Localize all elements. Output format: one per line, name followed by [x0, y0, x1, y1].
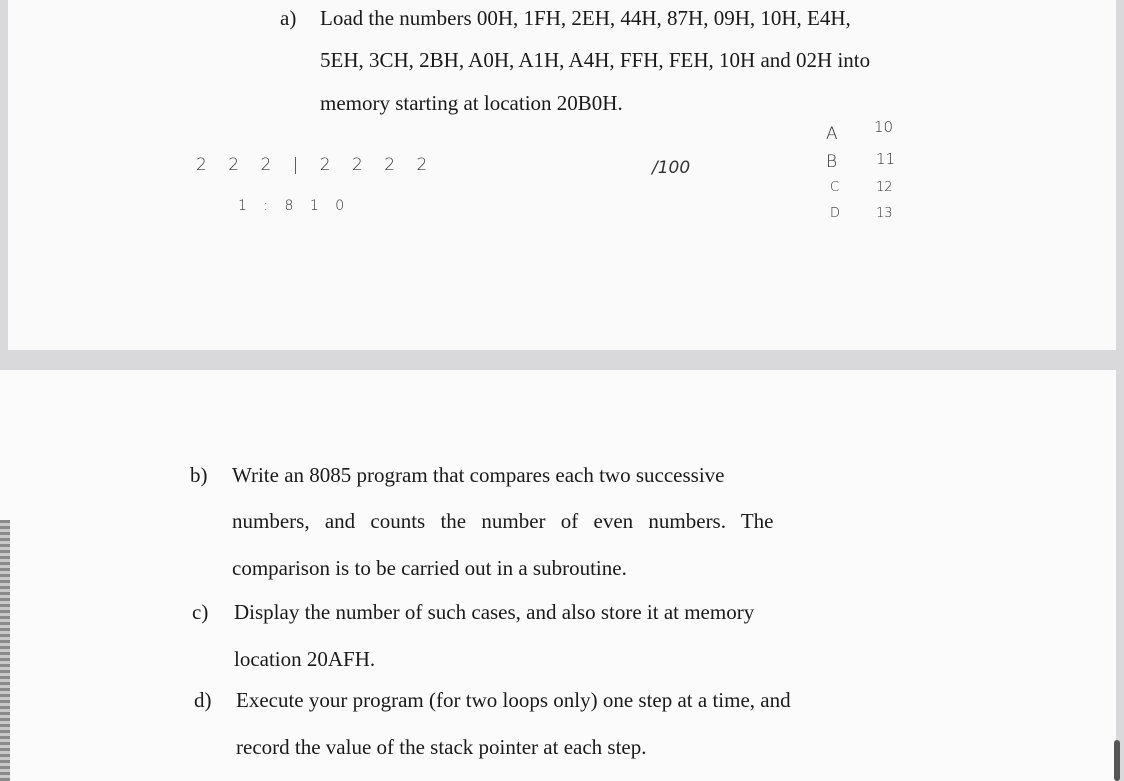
- part-b-line-3: comparison is to be carried out in a subroutine.: [232, 556, 627, 580]
- part-d-label: d): [194, 688, 212, 712]
- page-top: [8, 0, 1116, 350]
- register-b-value: 11: [876, 150, 896, 168]
- part-c-line-2: location 20AFH.: [234, 647, 376, 671]
- handwritten-row-2: 1 : 8 1 0: [238, 198, 351, 214]
- page-bottom: [0, 370, 1116, 781]
- part-b-line-1: Write an 8085 program that compares each two successive: [232, 463, 725, 487]
- part-d-line-1: Execute your program (for two loops only) one step at a time, and: [236, 688, 791, 712]
- part-c-label: c): [192, 600, 209, 624]
- part-b-line-2: numbers, and counts the number of even numbers. The: [232, 509, 774, 533]
- part-c-line-1: Display the number of such cases, and also store it at memory: [234, 600, 755, 624]
- handwritten-row-1: 2 2 2 | 2 2 2 2: [196, 155, 436, 175]
- register-d-name: D: [830, 206, 841, 221]
- handwritten-note: /100: [652, 158, 691, 178]
- register-a-name: A: [826, 124, 838, 144]
- scrollbar[interactable]: [1114, 740, 1120, 781]
- part-a-label: a): [280, 6, 297, 30]
- part-b-label: b): [190, 463, 208, 487]
- register-d-value: 13: [876, 206, 893, 221]
- register-b-name: B: [826, 152, 838, 172]
- part-a-line-3: memory starting at location 20B0H.: [320, 91, 623, 115]
- page-edge-strip: [0, 520, 10, 781]
- part-d-line-2: record the value of the stack pointer at each step.: [236, 735, 647, 759]
- part-a-line-2: 5EH, 3CH, 2BH, A0H, A1H, A4H, FFH, FEH, 10H and 02H into: [320, 48, 871, 72]
- register-a-value: 10: [874, 118, 894, 136]
- register-c-name: C: [830, 180, 840, 195]
- part-a-line-1: Load the numbers 00H, 1FH, 2EH, 44H, 87H, 09H, 10H, E4H,: [320, 6, 851, 30]
- register-c-value: 12: [876, 180, 893, 195]
